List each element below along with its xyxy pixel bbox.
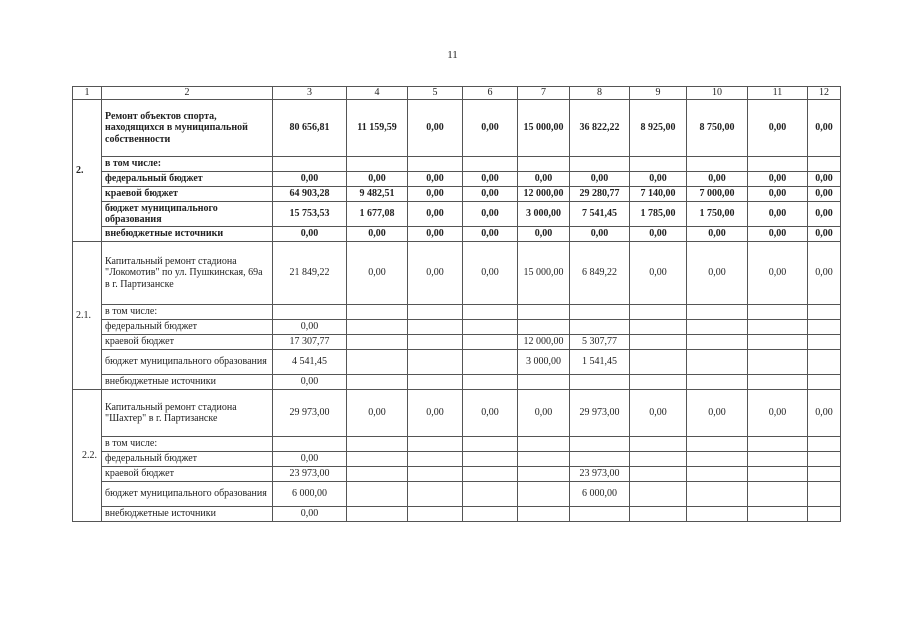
value-cell — [687, 335, 748, 350]
column-header: 8 — [570, 87, 630, 100]
value-cell: 0,00 — [347, 390, 408, 437]
value-cell: 0,00 — [347, 227, 408, 242]
value-cell — [808, 437, 841, 452]
value-cell — [630, 452, 687, 467]
value-cell — [687, 467, 748, 482]
value-cell: 8 925,00 — [630, 100, 687, 157]
value-cell: 0,00 — [518, 227, 570, 242]
value-cell: 0,00 — [463, 100, 518, 157]
row-index: 2.1. — [73, 242, 102, 390]
table-row — [73, 350, 841, 375]
value-cell — [808, 375, 841, 390]
value-cell: 0,00 — [408, 390, 463, 437]
column-header: 4 — [347, 87, 408, 100]
value-cell: 0,00 — [408, 172, 463, 187]
value-cell: 3 000,00 — [518, 350, 570, 375]
value-cell — [347, 157, 408, 172]
value-cell: 12 000,00 — [518, 187, 570, 202]
value-cell — [347, 482, 408, 507]
row-name: Капитальный ремонт стадиона "Шахтер" в г. Партизанске — [102, 390, 273, 437]
value-cell — [630, 350, 687, 375]
value-cell: 0,00 — [808, 187, 841, 202]
value-cell — [808, 335, 841, 350]
column-header: 7 — [518, 87, 570, 100]
value-cell — [347, 335, 408, 350]
value-cell: 0,00 — [273, 507, 347, 522]
value-cell: 23 973,00 — [570, 467, 630, 482]
value-cell — [748, 467, 808, 482]
value-cell — [408, 452, 463, 467]
value-cell — [347, 350, 408, 375]
value-cell — [518, 507, 570, 522]
value-cell: 0,00 — [518, 390, 570, 437]
value-cell: 0,00 — [687, 390, 748, 437]
row-name: Ремонт объектов спорта, находящихся в муниципальной собственности — [102, 100, 273, 157]
row-name: внебюджетные источники — [102, 507, 273, 522]
header-row — [73, 87, 841, 100]
value-cell: 0,00 — [273, 320, 347, 335]
value-cell: 0,00 — [630, 390, 687, 437]
value-cell — [687, 305, 748, 320]
value-cell — [687, 350, 748, 375]
row-name: Капитальный ремонт стадиона "Локомотив" по ул. Пушкинская, 69а в г. Партизанске — [102, 242, 273, 305]
value-cell: 80 656,81 — [273, 100, 347, 157]
value-cell — [408, 467, 463, 482]
value-cell — [463, 305, 518, 320]
row-name: бюджет муниципального образования — [102, 482, 273, 507]
value-cell: 0,00 — [347, 172, 408, 187]
value-cell: 0,00 — [687, 242, 748, 305]
value-cell — [630, 482, 687, 507]
value-cell: 0,00 — [408, 227, 463, 242]
table-row — [73, 482, 841, 507]
row-name: в том числе: — [102, 437, 273, 452]
value-cell: 0,00 — [630, 227, 687, 242]
value-cell — [463, 335, 518, 350]
column-header: 6 — [463, 87, 518, 100]
value-cell: 0,00 — [408, 242, 463, 305]
row-index: 2.2. — [73, 390, 102, 522]
value-cell — [808, 320, 841, 335]
value-cell: 29 973,00 — [570, 390, 630, 437]
value-cell: 0,00 — [463, 202, 518, 227]
value-cell — [630, 437, 687, 452]
table-row — [73, 242, 841, 305]
value-cell: 6 000,00 — [570, 482, 630, 507]
row-name: бюджет муниципального образования — [102, 202, 273, 227]
table-row — [73, 390, 841, 437]
value-cell: 29 973,00 — [273, 390, 347, 437]
value-cell — [273, 157, 347, 172]
value-cell — [687, 157, 748, 172]
value-cell — [808, 482, 841, 507]
value-cell — [273, 437, 347, 452]
value-cell: 17 307,77 — [273, 335, 347, 350]
table-row — [73, 305, 841, 320]
value-cell: 0,00 — [273, 452, 347, 467]
column-header: 10 — [687, 87, 748, 100]
value-cell — [347, 305, 408, 320]
table-row — [73, 467, 841, 482]
value-cell — [748, 375, 808, 390]
value-cell — [748, 157, 808, 172]
value-cell: 0,00 — [463, 187, 518, 202]
value-cell — [518, 452, 570, 467]
value-cell: 29 280,77 — [570, 187, 630, 202]
value-cell — [347, 507, 408, 522]
value-cell: 0,00 — [408, 202, 463, 227]
value-cell — [518, 375, 570, 390]
column-header: 3 — [273, 87, 347, 100]
value-cell: 15 753,53 — [273, 202, 347, 227]
row-name: федеральный бюджет — [102, 452, 273, 467]
value-cell — [408, 437, 463, 452]
value-cell — [570, 320, 630, 335]
value-cell: 0,00 — [463, 227, 518, 242]
value-cell: 5 307,77 — [570, 335, 630, 350]
value-cell — [630, 320, 687, 335]
value-cell — [408, 350, 463, 375]
value-cell: 6 849,22 — [570, 242, 630, 305]
value-cell: 8 750,00 — [687, 100, 748, 157]
value-cell — [808, 467, 841, 482]
value-cell: 1 785,00 — [630, 202, 687, 227]
value-cell — [630, 375, 687, 390]
value-cell — [748, 507, 808, 522]
value-cell: 12 000,00 — [518, 335, 570, 350]
table-row — [73, 157, 841, 172]
table-row — [73, 335, 841, 350]
value-cell: 0,00 — [518, 172, 570, 187]
table-row — [73, 187, 841, 202]
value-cell: 36 822,22 — [570, 100, 630, 157]
value-cell — [463, 375, 518, 390]
value-cell — [408, 335, 463, 350]
value-cell: 0,00 — [808, 172, 841, 187]
value-cell — [748, 437, 808, 452]
value-cell — [463, 482, 518, 507]
value-cell: 0,00 — [570, 172, 630, 187]
table-row — [73, 437, 841, 452]
row-name: федеральный бюджет — [102, 320, 273, 335]
value-cell — [630, 335, 687, 350]
table-row — [73, 227, 841, 242]
value-cell — [518, 437, 570, 452]
value-cell: 1 541,45 — [570, 350, 630, 375]
value-cell: 0,00 — [808, 242, 841, 305]
value-cell — [518, 467, 570, 482]
column-header: 5 — [408, 87, 463, 100]
value-cell — [463, 437, 518, 452]
value-cell: 23 973,00 — [273, 467, 347, 482]
value-cell — [808, 350, 841, 375]
value-cell — [570, 375, 630, 390]
row-name: федеральный бюджет — [102, 172, 273, 187]
value-cell — [748, 482, 808, 507]
page-number: 11 — [447, 49, 458, 61]
value-cell — [748, 452, 808, 467]
value-cell — [518, 157, 570, 172]
value-cell: 0,00 — [748, 390, 808, 437]
value-cell: 0,00 — [273, 172, 347, 187]
value-cell: 0,00 — [808, 202, 841, 227]
column-header: 11 — [748, 87, 808, 100]
value-cell: 0,00 — [463, 390, 518, 437]
value-cell: 0,00 — [630, 172, 687, 187]
value-cell — [347, 452, 408, 467]
row-name: бюджет муниципального образования — [102, 350, 273, 375]
value-cell — [347, 320, 408, 335]
value-cell: 15 000,00 — [518, 100, 570, 157]
row-name: в том числе: — [102, 305, 273, 320]
value-cell — [687, 452, 748, 467]
value-cell — [630, 467, 687, 482]
table-row — [73, 507, 841, 522]
value-cell — [408, 320, 463, 335]
value-cell — [347, 437, 408, 452]
value-cell — [808, 507, 841, 522]
value-cell: 6 000,00 — [273, 482, 347, 507]
value-cell: 0,00 — [408, 187, 463, 202]
value-cell: 0,00 — [408, 100, 463, 157]
row-name: краевой бюджет — [102, 467, 273, 482]
value-cell: 11 159,59 — [347, 100, 408, 157]
row-name: краевой бюджет — [102, 335, 273, 350]
value-cell: 0,00 — [463, 242, 518, 305]
value-cell: 0,00 — [748, 227, 808, 242]
value-cell — [808, 157, 841, 172]
table-body — [73, 100, 841, 522]
value-cell — [408, 305, 463, 320]
value-cell — [408, 482, 463, 507]
value-cell: 9 482,51 — [347, 187, 408, 202]
column-header: 12 — [808, 87, 841, 100]
value-cell — [570, 507, 630, 522]
value-cell: 0,00 — [570, 227, 630, 242]
value-cell — [518, 305, 570, 320]
value-cell — [463, 320, 518, 335]
row-name: в том числе: — [102, 157, 273, 172]
value-cell: 3 000,00 — [518, 202, 570, 227]
value-cell — [408, 375, 463, 390]
value-cell: 0,00 — [347, 242, 408, 305]
value-cell — [463, 350, 518, 375]
value-cell — [630, 157, 687, 172]
value-cell: 7 541,45 — [570, 202, 630, 227]
value-cell: 4 541,45 — [273, 350, 347, 375]
row-name: внебюджетные источники — [102, 375, 273, 390]
value-cell — [748, 305, 808, 320]
table-row — [73, 172, 841, 187]
table-row — [73, 100, 841, 157]
value-cell — [463, 467, 518, 482]
value-cell: 0,00 — [630, 242, 687, 305]
row-name: краевой бюджет — [102, 187, 273, 202]
value-cell — [687, 437, 748, 452]
value-cell — [273, 305, 347, 320]
column-header: 1 — [73, 87, 102, 100]
value-cell: 0,00 — [273, 227, 347, 242]
value-cell — [808, 452, 841, 467]
value-cell: 0,00 — [687, 227, 748, 242]
value-cell: 0,00 — [273, 375, 347, 390]
value-cell: 64 903,28 — [273, 187, 347, 202]
value-cell: 0,00 — [808, 100, 841, 157]
value-cell — [408, 157, 463, 172]
value-cell — [518, 482, 570, 507]
value-cell — [570, 305, 630, 320]
value-cell: 1 750,00 — [687, 202, 748, 227]
row-index: 2. — [73, 100, 102, 242]
value-cell — [808, 305, 841, 320]
value-cell — [687, 507, 748, 522]
value-cell — [630, 507, 687, 522]
value-cell: 7 140,00 — [630, 187, 687, 202]
value-cell: 0,00 — [808, 390, 841, 437]
table-row — [73, 452, 841, 467]
value-cell: 0,00 — [748, 202, 808, 227]
value-cell — [630, 305, 687, 320]
table-row — [73, 320, 841, 335]
value-cell: 0,00 — [748, 172, 808, 187]
column-header: 9 — [630, 87, 687, 100]
budget-table — [72, 86, 841, 522]
value-cell — [570, 452, 630, 467]
value-cell — [347, 467, 408, 482]
value-cell — [687, 482, 748, 507]
value-cell: 0,00 — [463, 172, 518, 187]
value-cell — [463, 507, 518, 522]
value-cell: 0,00 — [748, 187, 808, 202]
value-cell: 21 849,22 — [273, 242, 347, 305]
value-cell — [463, 452, 518, 467]
column-header: 2 — [102, 87, 273, 100]
value-cell: 0,00 — [808, 227, 841, 242]
value-cell — [408, 507, 463, 522]
value-cell — [518, 320, 570, 335]
value-cell: 7 000,00 — [687, 187, 748, 202]
value-cell: 1 677,08 — [347, 202, 408, 227]
value-cell — [570, 437, 630, 452]
value-cell — [463, 157, 518, 172]
value-cell: 0,00 — [748, 100, 808, 157]
value-cell — [347, 375, 408, 390]
row-name: внебюджетные источники — [102, 227, 273, 242]
value-cell — [748, 320, 808, 335]
value-cell — [748, 335, 808, 350]
value-cell — [570, 157, 630, 172]
value-cell: 0,00 — [748, 242, 808, 305]
value-cell: 0,00 — [687, 172, 748, 187]
value-cell — [687, 320, 748, 335]
table-row — [73, 202, 841, 227]
table-row — [73, 375, 841, 390]
value-cell — [687, 375, 748, 390]
value-cell — [748, 350, 808, 375]
value-cell: 15 000,00 — [518, 242, 570, 305]
